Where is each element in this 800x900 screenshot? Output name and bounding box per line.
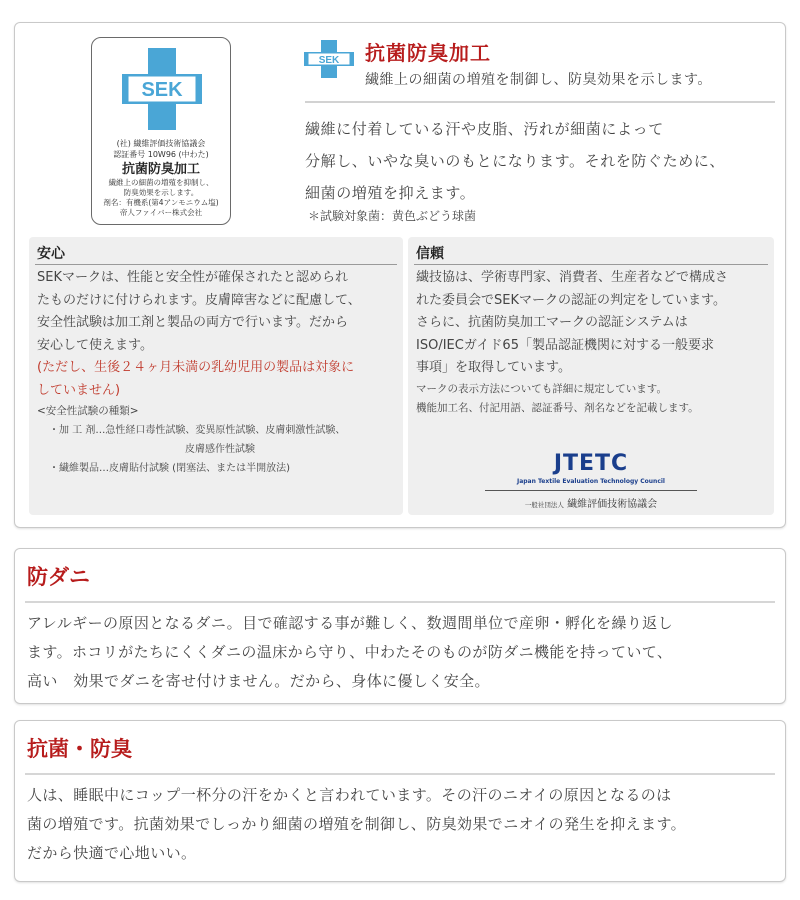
section-title-anti-mite: 防ダニ (27, 565, 90, 589)
antibacterial-line: 菌の増殖です。抗菌効果でしっかり細菌の増殖を制御し、防臭効果でニオイの発生を抑えます。 (27, 815, 687, 833)
anti-mite-line: ます。ホコリがたちにくくダニの温床から守り、中わたそのものが防ダニ機能を持っていて、 (27, 643, 673, 661)
antibacterial-line: 人は、睡眠中にコップ一杯分の汗をかくと言われています。その汗のニオイの原因となるのは (27, 786, 672, 804)
shinrai-line: さらに、抗菌防臭加工マークの認証システムは (416, 315, 688, 330)
sek-info-panel (14, 22, 786, 528)
divider (305, 101, 775, 103)
cert-org-line: (社) 繊維評価技術協議会 (116, 139, 206, 148)
shinrai-box (408, 237, 774, 515)
anshin-warning: していません) (37, 382, 121, 398)
shinrai-small-note: マークの表示方法についても詳細に規定しています。 (416, 382, 667, 395)
anti-mite-line: アレルギーの原因となるダニ。目で確認する事が難しく、数週間単位で産卵・孵化を繰り返し (27, 614, 673, 632)
section-subtitle: 繊維上の細菌の増殖を制御し、防臭効果を示します。 (365, 72, 712, 88)
sek-logo-text: SEK (141, 79, 183, 101)
shinrai-line: れた委員会でSEKマークの認証の判定をしています。 (416, 292, 726, 308)
sek-small-logo-icon (303, 39, 355, 79)
org-prefix: 一般社団法人 (524, 501, 564, 509)
anti-mite-panel (14, 548, 786, 704)
anshin-box (29, 237, 403, 515)
anti-mite-line: 高い 効果でダニを寄せ付けません。だから、身体に優しく安全。 (27, 672, 490, 690)
sek-certificate-label (91, 37, 231, 225)
anshin-title: 安心 (37, 246, 65, 262)
cert-desc-line1: 繊維上の細菌の増殖を抑制し、 (108, 178, 214, 187)
divider (35, 264, 397, 265)
divider (414, 264, 768, 265)
sek-icon-text: SEK (318, 55, 340, 66)
safety-test-product: ・繊維製品…皮膚貼付試験 (閉塞法、または半開放法) (49, 463, 290, 474)
header-line: 分解し、いやな臭いのもとになります。それを防ぐために、 (305, 152, 726, 170)
divider (25, 601, 775, 603)
safety-test-agent-cont: 皮膚感作性試験 (185, 444, 255, 455)
anshin-line: たものだけに付けられます。皮膚障害などに配慮して、 (37, 292, 361, 308)
anshin-warning: (ただし、生後２４ヶ月未満の乳幼児用の製品は対象に (37, 360, 355, 375)
shinrai-small-note: 機能加工名、付記用語、認証番号、剤名などを記載します。 (416, 401, 699, 414)
anshin-line: SEKマークは、性能と安全性が確保されたと認められ (37, 270, 348, 285)
jtetc-logo (408, 451, 774, 510)
test-bacteria-note: ＊試験対象菌：黄色ぶどう球菌 (308, 209, 477, 223)
header-description (305, 113, 775, 209)
sek-cross-logo-icon (120, 46, 204, 132)
shinrai-title: 信頼 (416, 246, 444, 262)
cert-number: 認証番号 10W96 (中わた) (113, 150, 209, 159)
anshin-line: 安全性試験は加工剤と製品の両方で行います。だから (37, 315, 348, 330)
antibacterial-deodorant-panel (14, 720, 786, 882)
divider (25, 773, 775, 775)
section-title-antibacterial: 抗菌防臭加工 (365, 41, 491, 65)
org-name: 繊維評価技術協議会 (567, 499, 658, 510)
jtetc-logo-subtitle: Japan Textile Evaluation Technology Council (516, 478, 665, 485)
shinrai-line: 事項」を取得しています。 (416, 360, 571, 375)
section-title-antibacterial-deodorant: 抗菌・防臭 (27, 737, 132, 761)
shinrai-line: 繊技協は、学術専門家、消費者、生産者などで構成さ (416, 270, 729, 285)
divider (485, 490, 697, 491)
jtetc-logo-text: JTETC (553, 451, 629, 476)
anshin-line: 安心して使えます。 (37, 337, 153, 353)
antibacterial-line: だから快適で心地いい。 (27, 844, 197, 862)
header-line: 細菌の増殖を抑えます。 (305, 184, 476, 202)
cert-title: 抗菌防臭加工 (121, 162, 200, 177)
cert-agent: 剤名：有機系(第4アンモニウム塩) (103, 198, 219, 207)
safety-test-agent: ・加 工 剤…急性経口毒性試験、変異原性試験、皮膚刺激性試験、 (49, 425, 346, 436)
cert-company: 帝人ファイバー株式会社 (119, 208, 203, 217)
shinrai-line: ISO/IECガイド65「製品認証機関に対する一般要求 (416, 337, 714, 353)
header-line: 繊維に付着している汗や皮脂、汚れが細菌によって (305, 120, 664, 138)
cert-desc-line2: 防臭効果を示します。 (123, 188, 199, 197)
safety-tests-heading: <安全性試験の種類> (37, 405, 139, 417)
